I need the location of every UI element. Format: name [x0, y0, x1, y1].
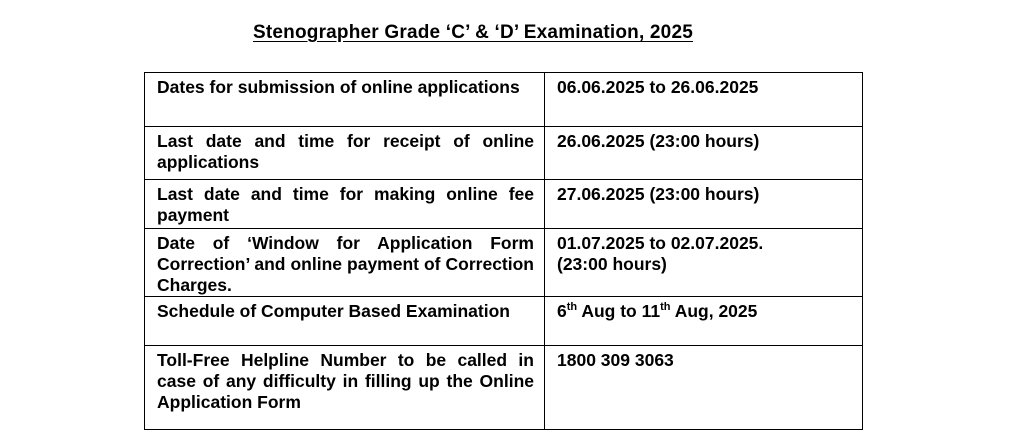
schedule-table — [144, 72, 863, 430]
row-label: Dates for submission of online applications — [145, 73, 545, 127]
table-row — [145, 297, 863, 346]
row-label: Date of ‘Window for Application Form Correction’ and online payment of Correction Charges. — [145, 229, 545, 297]
ordinal-suffix: th — [660, 301, 671, 314]
value-line-1: 01.07.2025 to 02.07.2025. — [557, 233, 764, 253]
exam-date-middle: Aug to 11 — [577, 301, 661, 321]
exam-date-end: Aug, 2025 — [670, 301, 758, 321]
row-value: 06.06.2025 to 26.06.2025 — [545, 73, 863, 127]
table-row — [145, 180, 863, 229]
row-value — [545, 297, 863, 346]
row-label: Toll-Free Helpline Number to be called in case of any difficulty in filling up the Online Application Form — [145, 346, 545, 430]
page-title: Stenographer Grade ‘C’ & ‘D’ Examination, 2025 — [252, 22, 693, 43]
exam-start-day: 6 — [557, 301, 567, 321]
row-label: Schedule of Computer Based Examination — [145, 297, 545, 346]
row-value — [545, 229, 863, 297]
row-value: 1800 309 3063 — [545, 346, 863, 430]
ordinal-suffix: th — [566, 301, 578, 314]
value-line-2: (23:00 hours) — [557, 254, 667, 274]
table-row — [145, 346, 863, 430]
row-value: 27.06.2025 (23:00 hours) — [545, 180, 863, 229]
row-label: Last date and time for receipt of online applications — [145, 127, 545, 180]
row-label: Last date and time for making online fee payment — [145, 180, 545, 229]
table-row — [145, 127, 863, 180]
table-row — [145, 229, 863, 297]
row-value: 26.06.2025 (23:00 hours) — [545, 127, 863, 180]
table-row — [145, 73, 863, 127]
